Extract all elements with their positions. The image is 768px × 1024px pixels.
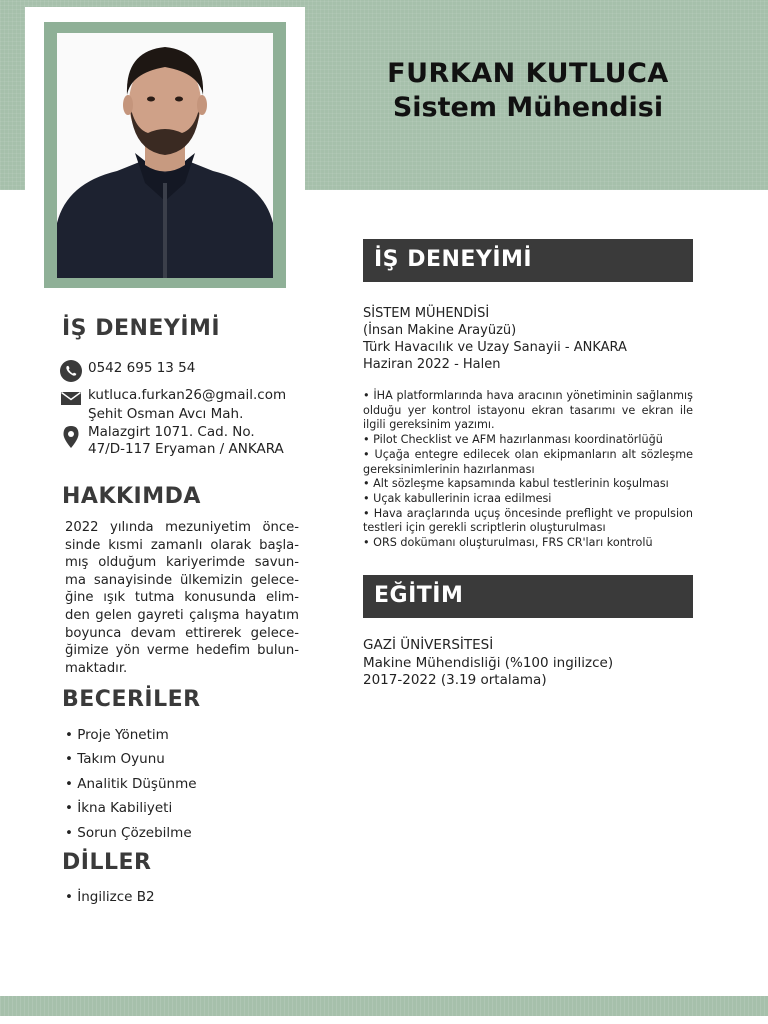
profile-photo [57, 33, 273, 278]
about-text [65, 519, 299, 677]
duty-item: • Uçağa entegre edilecek olan ekipmanların alt sözleşme gereksinimlerinin hazırlanması [363, 447, 693, 476]
phone-row [60, 360, 195, 382]
languages-heading: DİLLER [62, 850, 152, 875]
address-row [60, 406, 284, 459]
about-heading: HAKKIMDA [62, 484, 201, 509]
about-line: 2022 yılında mezuniyetim önce- [65, 520, 299, 535]
name-block [340, 58, 716, 126]
about-line: ğimize yön verme hedefim bulun- [65, 643, 299, 659]
skill-item: • İkna Kabiliyeti [65, 800, 173, 817]
phone-number: 0542 695 13 54 [88, 360, 196, 376]
duty-item: • İHA platformlarında hava aracının yönetiminin sağlanmış olduğu yer kontrol istayonu ekran tasarımı ve ekran ile ilgili gereksinim yazımı. [363, 389, 693, 432]
duty-item: • ORS dokümanı oluşturulması, FRS CR'ları kontrolü [363, 536, 653, 550]
contact-heading: İŞ DENEYİMİ [62, 316, 221, 341]
address-line: Şehit Osman Avcı Mah. [88, 406, 244, 422]
job-title: Sistem Mühendisi [392, 92, 664, 123]
school-name: GAZİ ÜNİVERSİTESİ [363, 637, 494, 653]
skill-item: • Sorun Çözebilme [65, 824, 192, 841]
department: Makine Mühendisliği (%100 ingilizce) [363, 654, 614, 671]
duty-item: • Pilot Checklist ve AFM hazırlanması koordinatörlüğü [363, 433, 663, 447]
duty-item: • Alt sözleşme kapsamında kabul testlerinin koşulması [363, 477, 669, 491]
job-duties [363, 389, 693, 551]
job-header [363, 305, 627, 373]
about-line: mış olduğum kariyerimde savun- [65, 555, 299, 571]
duty-item: • Uçak kabullerinin icraa edilmesi [363, 491, 552, 505]
education-heading-bar: EĞİTİM [363, 575, 693, 618]
job-position: SİSTEM MÜHENDİSİ [363, 306, 490, 321]
about-line: sinde kısmi zamanlı olarak başla- [65, 537, 299, 553]
about-line: maktadır. [65, 660, 128, 676]
skill-item: • Proje Yönetim [65, 727, 169, 743]
about-line: boyunca devam ettirerek gelece- [65, 625, 299, 641]
skill-item: • Analitik Düşünme [65, 775, 197, 792]
skills-list [65, 726, 197, 848]
language-item: • İngilizce B2 [65, 889, 155, 905]
about-line: ğine ışık tutma konusunda elim- [65, 590, 299, 606]
footer-band [0, 996, 768, 1016]
job-company: Türk Havacılık ve Uzay Sanayii - ANKARA [363, 340, 627, 355]
job-period: Haziran 2022 - Halen [363, 357, 501, 372]
address-line: Malazgirt 1071. Cad. No. [88, 423, 255, 440]
job-subtitle: (İnsan Makine Arayüzü) [363, 323, 517, 338]
education-entry [363, 637, 613, 690]
location-pin-icon [60, 425, 82, 447]
address [88, 406, 284, 459]
address-line: 47/D-117 Eryaman / ANKARA [88, 441, 284, 457]
duty-item: • Hava araçlarında uçuş öncesinde preflight ve propulsion testleri için gerekli scriptlerin oluşturulması [363, 506, 693, 535]
skills-heading: BECERİLER [62, 687, 201, 712]
about-line: ma sanayisinde ülkemizin gelece- [65, 572, 299, 588]
skill-item: • Takım Oyunu [65, 751, 165, 768]
education-years: 2017-2022 (3.19 ortalama) [363, 672, 547, 688]
about-line: den gelen gayreti çalışma hayatım [65, 607, 299, 623]
person-name: FURKAN KUTLUCA [387, 58, 669, 89]
email-address: kutluca.furkan26@gmail.com [88, 387, 287, 403]
languages-list [65, 888, 155, 912]
experience-heading-bar: İŞ DENEYİMİ [363, 239, 693, 282]
phone-icon [60, 360, 82, 382]
